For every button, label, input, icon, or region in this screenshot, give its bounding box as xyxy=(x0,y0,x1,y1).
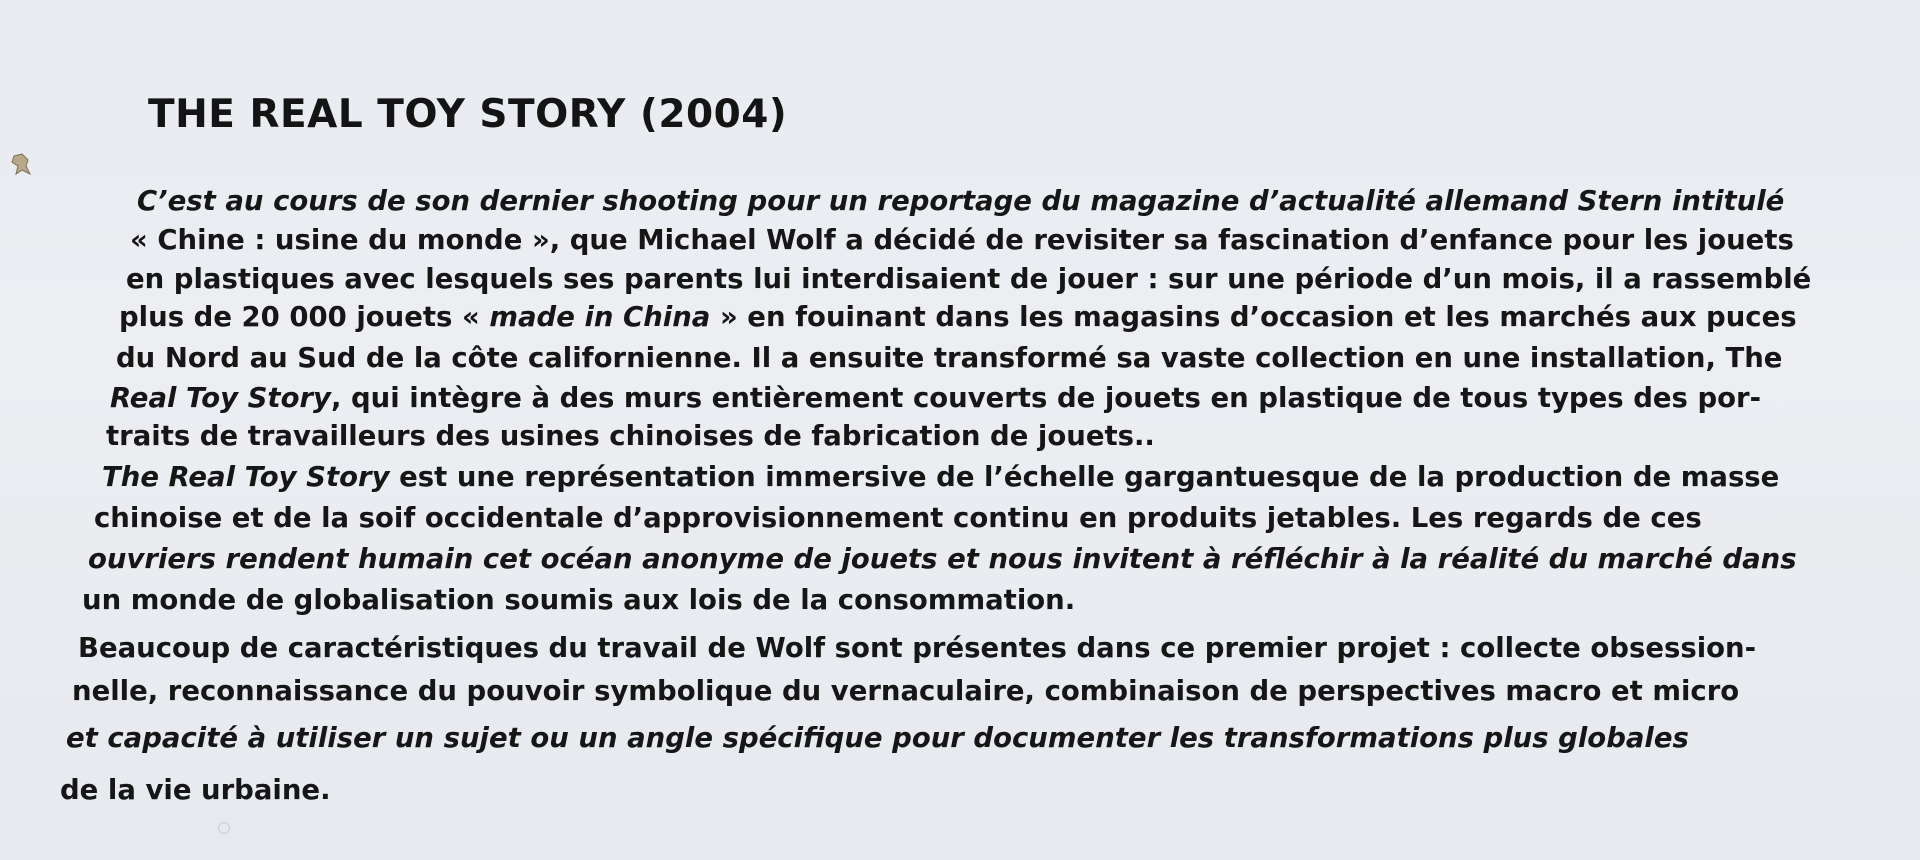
body-line xyxy=(116,340,1782,376)
body-line xyxy=(88,541,1797,577)
body-line-text: ouvriers rendent humain cet océan anonyme de jouets et nous invitent à réfléchir à la réalité du marché dans xyxy=(88,543,1797,575)
body-line xyxy=(130,222,1794,258)
body-line-text: du Nord au Sud de la côte californienne. Il a ensuite transformé sa vaste collection en une installation, The xyxy=(116,342,1783,374)
body-line xyxy=(72,673,1739,709)
pushpin-icon xyxy=(10,152,32,178)
body-line-text: un monde de globalisation soumis aux lois de la consommation. xyxy=(82,584,1076,616)
body-line-italic: made in China xyxy=(489,301,711,333)
body-line xyxy=(126,261,1811,297)
body-line-text: traits de travailleurs des usines chinoises de fabrication de jouets.. xyxy=(106,420,1155,452)
body-line-text: C’est au cours de son dernier shooting pour un reportage du magazine d’actualité allemand Stern intitulé xyxy=(137,185,1785,217)
body-line xyxy=(106,418,1155,454)
body-line xyxy=(94,500,1702,536)
body-line-text: en plastiques avec lesquels ses parents lui interdisaient de jouer : sur une période d’un mois, il a rassemblé xyxy=(126,263,1812,295)
label-title: THE REAL TOY STORY (2004) xyxy=(148,92,788,137)
body-line xyxy=(137,183,1784,219)
body-line-text: , qui intègre à des murs entièrement couverts de jouets en plastique de tous types des por- xyxy=(330,382,1762,414)
body-line xyxy=(60,772,331,808)
body-line xyxy=(110,380,1761,416)
wall-mark-dot xyxy=(218,822,230,834)
body-line xyxy=(82,582,1075,618)
body-line-text: chinoise et de la soif occidentale d’approvisionnement continu en produits jetables. Les regards de ces xyxy=(94,502,1702,534)
body-line-text: est une représentation immersive de l’échelle gargantuesque de la production de masse xyxy=(389,461,1780,493)
body-line-text: Beaucoup de caractéristiques du travail de Wolf sont présentes dans ce premier projet : collecte obsession- xyxy=(78,632,1757,664)
body-line-text: « Chine : usine du monde », que Michael Wolf a décidé de revisiter sa fascination d’enfance pour les jouets xyxy=(130,224,1794,256)
body-line-text: » en fouinant dans les magasins d’occasion et les marchés aux puces xyxy=(710,301,1797,333)
body-line xyxy=(78,630,1756,666)
body-line-text: plus de 20 000 jouets « xyxy=(119,301,490,333)
body-line-italic: The Real Toy Story xyxy=(102,461,390,493)
body-line xyxy=(66,720,1689,756)
body-line-text: nelle, reconnaissance du pouvoir symbolique du vernaculaire, combinaison de perspectives macro et micro xyxy=(72,675,1740,707)
body-line-italic: Real Toy Story xyxy=(110,382,331,414)
body-line-text: de la vie urbaine. xyxy=(60,774,331,806)
body-line xyxy=(102,459,1779,495)
body-line xyxy=(119,299,1797,335)
body-line-text: et capacité à utiliser un sujet ou un angle spécifique pour documenter les transformations plus globales xyxy=(66,722,1689,754)
